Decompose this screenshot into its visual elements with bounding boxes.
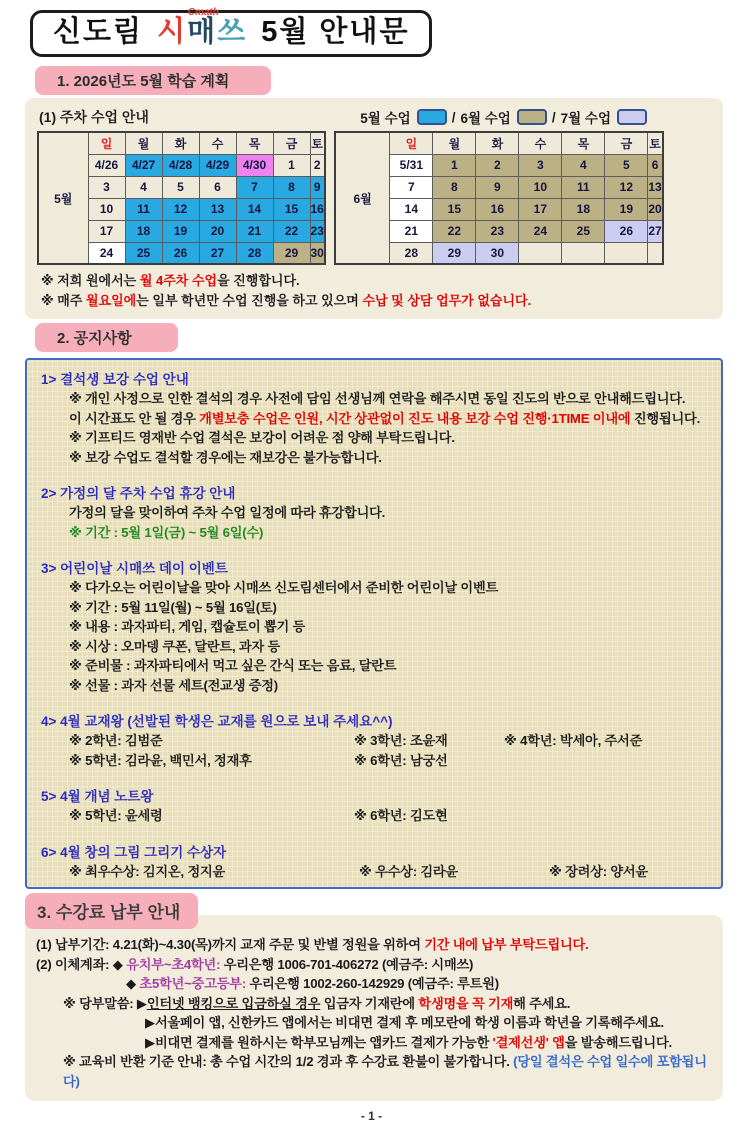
calendar-cell: 29 [433,242,476,264]
payment-line [33,994,715,1014]
text-run: 해 주세요. [513,995,571,1011]
calendar-month-label: 5월 [38,132,88,264]
calendar-cell: 8 [433,176,476,198]
text-run: ※ 매주 [41,293,86,309]
section1-header: 1. 2026년도 5월 학습 계획 [35,66,271,95]
calendar-cell: 7 [236,176,273,198]
notice-item [35,843,713,882]
calendar-cell: 12 [162,198,199,220]
title-suffix: 5월 안내문 [261,16,410,48]
legend-label: 7월 수업 [560,111,611,127]
notice-item-heading: 4> 4월 교재왕 (선발된 학생은 교재를 원으로 보내 주세요^^) [41,714,393,730]
text-run: ※ 교육비 반환 기준 안내: 총 수업 시간의 1/2 경과 후 수강료 환불이 불가합니다. [63,1054,514,1070]
calendar-cell: 16 [310,198,325,220]
notice-line [35,676,713,696]
text-run: ▶비대면 결제를 원하시는 학부모님께는 앱카드 결제가 가능한 [145,1034,493,1050]
text-run: ※ 6학년: 남궁선 [354,752,448,768]
notice-line [35,598,713,618]
text-run: ※ 다가오는 어린이날을 맞아 시매쓰 신도림센터에서 준비한 어린이날 이벤트 [69,580,499,596]
payment-line [33,1033,715,1053]
text-run: 기간 내에 납부 부탁드립니다. [424,937,589,953]
notice-item [35,787,713,826]
text-run: ※ 기프티드 영재반 수업 결석은 보강이 어려운 점 양해 부탁드립니다. [69,430,455,446]
calendar-cell: 19 [605,198,648,220]
payment-line [33,955,715,975]
text-run: ※ 기간 : 5월 11일(월) ~ 5월 16일(토) [69,599,277,615]
page-number: - 1 - [360,1109,383,1123]
text-run: ※ 우수상: 김라윤 [359,863,458,879]
text-run: ※ 당부말씀: ▶ [63,995,147,1011]
calendar-cell: 1 [433,154,476,176]
weekday-header: 목 [236,132,273,154]
legend-item [561,107,647,127]
calendar-cell: 3 [519,154,562,176]
notice-box [25,358,723,889]
notice-item-heading: 6> 4월 창의 그림 그리기 수상자 [41,844,227,860]
text-run: ※ 3학년: 조윤재 [354,733,448,749]
calendar-cell: 7 [390,176,433,198]
calendar-cell: 25 [125,242,162,264]
notice-line [35,409,713,429]
text-run: 학생명을 꼭 기재 [418,995,514,1011]
calendar-cell: 4/30 [236,154,273,176]
calendar-cell: 8 [273,176,310,198]
logo-char-mae: 매 [187,16,218,48]
notice-item-heading: 5> 4월 개념 노트왕 [41,789,154,805]
calendar-cell: 21 [236,220,273,242]
weekday-header: 금 [605,132,648,154]
calendar-cell [519,242,562,264]
logo-char-sseu: 쓰 [217,16,248,48]
calendar-cell: 11 [562,176,605,198]
notice-item [35,559,713,695]
notice-item [35,712,713,770]
weekday-header: 수 [199,132,236,154]
text-run: 을 진행합니다. [217,273,300,289]
calendar-cell: 4/28 [162,154,199,176]
calendar-body [38,132,325,264]
calendar-cell: 2 [476,154,519,176]
payment-box [25,915,723,1101]
text-run: ※ 5학년: 윤세령 [69,808,163,824]
weekday-header: 토 [310,132,325,154]
text-run: ※ 6학년: 김도현 [354,808,448,824]
calendar-header-row [38,132,325,154]
text-run: 입금자 기재란에 [320,995,419,1011]
notice-line [35,389,713,409]
plan-notes [37,271,713,311]
calendar-cell: 30 [310,242,325,264]
calendar-cell: 24 [519,220,562,242]
cmath-logo [157,7,248,49]
calendar-cell: 23 [310,220,325,242]
text-run: ※ 저희 원에서는 [41,273,140,289]
calendar-cell: 6 [199,176,236,198]
text-run: ※ 최우수상: 김지온, 정지윤 [69,863,226,879]
text-run: 이 시간표도 안 될 경우 [69,410,200,426]
text-run: ※ 선물 : 과자 선물 세트(전교생 증정) [69,677,278,693]
calendar-cell: 5 [162,176,199,198]
text-run: 인터넷 뱅킹으로 입금하실 경우 [146,995,321,1011]
text-run: (당일 결석은 수업 일수에 포함됩니다) [63,1054,707,1089]
calendar-cell: 23 [476,220,519,242]
calendar-6월 [334,131,664,265]
text-run: 월 4주차 수업 [139,273,218,289]
notice-line [35,862,713,882]
calendar-cell: 4 [562,154,605,176]
text-run: 가정의 달을 맞이하여 주차 수업 일정에 따라 휴강합니다. [69,505,386,521]
calendar-cell: 13 [648,176,663,198]
legend-swatch [617,109,647,125]
logo-char-si: 시 [157,16,188,48]
notice-line [35,656,713,676]
legend-item [360,107,446,127]
notice-item [35,370,713,467]
calendar-cell: 24 [88,242,125,264]
calendar-5월 [37,131,326,265]
legend-separator: / [551,109,556,125]
calendar-cell: 20 [648,198,663,220]
calendar-cell: 4 [125,176,162,198]
text-run: ※ 2학년: 김범준 [69,733,163,749]
calendar-cell [648,242,663,264]
legend-swatch [517,109,547,125]
calendar-cell: 17 [88,220,125,242]
text-run: ※ 내용 : 과자파티, 게임, 캡슐토이 뽑기 등 [69,619,306,635]
legend-label: 6월 수업 [460,111,511,127]
text-run: (1) 납부기간: 4.21(화)~4.30(목)까지 교재 주문 및 반별 정원을 위하여 [36,937,425,953]
plan-box [25,98,723,319]
calendar-cell: 28 [390,242,433,264]
weekday-header: 목 [562,132,605,154]
legend-swatch [417,109,447,125]
weekday-header: 화 [162,132,199,154]
notice-line [35,731,713,751]
text-run: ※ 기간 : 5월 1일(금) ~ 5월 6일(수) [69,524,264,540]
calendar-cell: 9 [476,176,519,198]
calendar-cell: 25 [562,220,605,242]
calendar-cell: 19 [162,220,199,242]
payment-line [33,1013,715,1033]
calendar-cell: 22 [273,220,310,242]
text-run: 진행됩니다. [630,410,701,426]
calendar-cell: 22 [433,220,476,242]
calendar-cell [605,242,648,264]
calendar-cell: 15 [273,198,310,220]
weekday-header: 월 [433,132,476,154]
text-run: ※ 4학년: 박세아, 주서준 [504,733,643,749]
calendar-cell: 10 [88,198,125,220]
weekday-header: 수 [519,132,562,154]
calendar-cell: 10 [519,176,562,198]
notice-item-heading: 3> 어린이날 시매쓰 데이 이벤트 [41,561,228,577]
calendar-cell: 4/27 [125,154,162,176]
cmath-logo-caption: Cmath [187,7,219,18]
notice-line [35,503,713,523]
weekday-header: 일 [88,132,125,154]
calendar-cell: 4/26 [88,154,125,176]
text-run: ※ 준비물 : 과자파티에서 먹고 싶은 간식 또는 음료, 달란트 [69,658,397,674]
text-run: ▶서울페이 앱, 신한카드 앱에서는 비대면 결제 후 메모란에 학생 이름과 학년을 기록해주세요. [145,1015,664,1031]
notice-line [35,637,713,657]
notice-line [35,523,713,543]
calendar-cell: 17 [519,198,562,220]
calendar-cell: 15 [433,198,476,220]
text-run: ※ 개인 사정으로 인한 결석의 경우 사전에 담임 선생님께 연락을 해주시면 동일 진도의 반으로 안내해드립니다. [69,391,686,407]
text-run: 는 일부 학년만 수업 진행을 하고 있으며 [136,293,363,309]
text-run: 우리은행 1002-260-142929 (예금주: 루트원) [246,976,499,992]
calendar-cell: 18 [125,220,162,242]
page-title [30,7,432,57]
payment-line [33,1052,715,1091]
calendar-header-row [335,132,663,154]
text-run: (2) 이체계좌: ◆ [36,956,127,972]
calendar-cell: 26 [162,242,199,264]
text-run: ※ 장려상: 양서윤 [549,863,648,879]
notice-item-heading: 1> 결석생 보강 수업 안내 [41,372,189,388]
weekday-header: 화 [476,132,519,154]
calendar-cell: 14 [390,198,433,220]
notice-line [35,806,713,826]
calendar-cell: 27 [648,220,663,242]
calendar-cell: 13 [199,198,236,220]
calendars [37,131,713,265]
calendar-cell: 16 [476,198,519,220]
calendar-cell: 6 [648,154,663,176]
text-run: 우리은행 1006-701-406272 (예금주: 시매쓰) [220,956,474,972]
payment-line [33,935,715,955]
text-run: 수납 및 상담 업무가 없습니다. [362,293,532,309]
calendar-cell: 2 [310,154,325,176]
legend-separator: / [451,109,456,125]
notice-line [35,751,713,771]
notice-line [35,617,713,637]
weekday-header: 금 [273,132,310,154]
calendar-body [335,132,663,264]
section2-header: 2. 공지사항 [35,323,178,352]
weekday-header: 토 [648,132,663,154]
notice-line [35,448,713,468]
calendar-cell: 14 [236,198,273,220]
notice-item-heading: 2> 가정의 달 주차 수업 휴강 안내 [41,486,236,502]
plan-note-line [41,291,713,311]
plan-label: (1) 주차 수업 안내 [39,109,149,126]
notice-line [35,428,713,448]
text-run: ※ 보강 수업도 결석할 경우에는 재보강은 불가능합니다. [69,449,382,465]
calendar-cell: 30 [476,242,519,264]
notice-line [35,578,713,598]
calendar-cell: 1 [273,154,310,176]
calendar-cell: 27 [199,242,236,264]
text-run: '결제선생' 앱 [492,1034,565,1050]
text-run: 을 발송해드립니다. [564,1034,672,1050]
calendar-cell: 5 [605,154,648,176]
text-run: ◆ [126,976,140,992]
calendar-month-label: 6월 [335,132,390,264]
calendar-cell: 18 [562,198,605,220]
calendar-cell: 20 [199,220,236,242]
text-run: 월요일에 [85,293,137,309]
calendar-cell: 11 [125,198,162,220]
legend [360,107,647,127]
text-run: 개별보충 수업은 인원, 시간 상관없이 진도 내용 보강 수업 진행·1TIME 이내에 [199,410,631,426]
text-run: ※ 5학년: 김라윤, 백민서, 정재후 [69,752,252,768]
weekday-header: 월 [125,132,162,154]
weekday-header: 일 [390,132,433,154]
legend-item [460,107,546,127]
calendar-cell: 5/31 [390,154,433,176]
title-prefix: 신도림 [53,16,144,48]
calendar-cell: 21 [390,220,433,242]
notice-item [35,484,713,542]
calendar-cell: 28 [236,242,273,264]
text-run: 유치부~초4학년: [126,956,221,972]
calendar-cell: 3 [88,176,125,198]
calendar-cell [562,242,605,264]
calendar-cell: 26 [605,220,648,242]
legend-label: 5월 수업 [360,111,411,127]
text-run: ※ 시상 : 오마뎅 쿠폰, 달란트, 과자 등 [69,638,280,654]
plan-note-line [41,271,713,291]
calendar-cell: 4/29 [199,154,236,176]
section3-header: 3. 수강료 납부 안내 [25,893,198,929]
calendar-cell: 12 [605,176,648,198]
text-run: 초5학년~중고등부: [139,976,247,992]
payment-line [33,974,715,994]
calendar-cell: 29 [273,242,310,264]
calendar-cell: 9 [310,176,325,198]
